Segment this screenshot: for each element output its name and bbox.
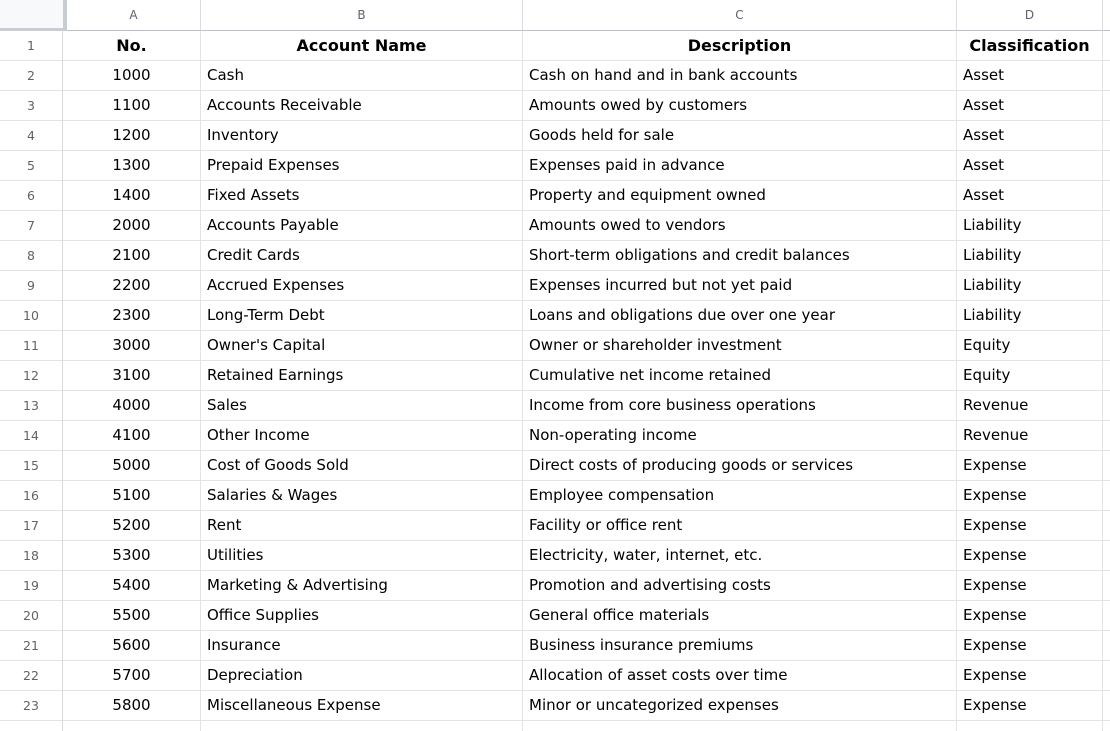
cell-classification[interactable]: Equity <box>957 331 1103 361</box>
row-header[interactable]: 21 <box>0 631 63 661</box>
sheet-row <box>0 61 1110 91</box>
cell-account-name[interactable]: Cash <box>201 61 523 91</box>
sheet-row <box>0 661 1110 691</box>
cell-account-no[interactable]: 2000 <box>63 211 201 241</box>
cell-classification[interactable]: Expense <box>957 601 1103 631</box>
cell-account-name[interactable]: Credit Cards <box>201 241 523 271</box>
cell-account-no[interactable]: 1400 <box>63 181 201 211</box>
cell-classification[interactable] <box>957 721 1103 731</box>
cell-classification[interactable]: Asset <box>957 151 1103 181</box>
cell-classification[interactable]: Revenue <box>957 421 1103 451</box>
cell-account-no[interactable]: 5000 <box>63 451 201 481</box>
cell-description[interactable]: Electricity, water, internet, etc. <box>523 541 957 571</box>
row-header[interactable]: 16 <box>0 481 63 511</box>
cell-overflow[interactable] <box>1103 721 1110 731</box>
cell-account-no[interactable]: 5600 <box>63 631 201 661</box>
sheet-row <box>0 691 1110 721</box>
row-header[interactable]: 3 <box>0 91 63 121</box>
cell-description[interactable]: Business insurance premiums <box>523 631 957 661</box>
cell-account-no[interactable]: 1000 <box>63 61 201 91</box>
cell-account-name[interactable]: Account Name <box>201 31 523 61</box>
cell-classification[interactable]: Expense <box>957 481 1103 511</box>
sheet-row <box>0 541 1110 571</box>
cell-overflow[interactable] <box>1103 91 1110 121</box>
cell-description[interactable]: Cumulative net income retained <box>523 361 957 391</box>
cell-classification[interactable]: Expense <box>957 571 1103 601</box>
column-header-e[interactable] <box>1103 0 1110 31</box>
row-header[interactable]: 20 <box>0 601 63 631</box>
cell-account-name[interactable]: Depreciation <box>201 661 523 691</box>
cell-account-no[interactable]: 5700 <box>63 661 201 691</box>
sheet-row <box>0 391 1110 421</box>
sheet-row <box>0 511 1110 541</box>
row-header[interactable]: 5 <box>0 151 63 181</box>
row-header[interactable]: 4 <box>0 121 63 151</box>
cell-account-no[interactable]: 5200 <box>63 511 201 541</box>
cell-description[interactable]: Income from core business operations <box>523 391 957 421</box>
cell-description[interactable]: Expenses paid in advance <box>523 151 957 181</box>
grid-rows <box>0 31 1110 731</box>
column-header-b[interactable]: B <box>201 0 523 31</box>
cell-classification[interactable]: Liability <box>957 271 1103 301</box>
cell-description[interactable]: Short-term obligations and credit balances <box>523 241 957 271</box>
cell-overflow[interactable] <box>1103 301 1110 331</box>
row-header[interactable]: 12 <box>0 361 63 391</box>
column-header-row <box>0 0 1110 31</box>
cell-overflow[interactable] <box>1103 451 1110 481</box>
sheet-row <box>0 91 1110 121</box>
cell-overflow[interactable] <box>1103 541 1110 571</box>
cell-account-name[interactable]: Prepaid Expenses <box>201 151 523 181</box>
row-header[interactable]: 8 <box>0 241 63 271</box>
cell-account-no[interactable] <box>63 721 201 731</box>
cell-overflow[interactable] <box>1103 121 1110 151</box>
cell-classification[interactable]: Liability <box>957 241 1103 271</box>
row-header[interactable]: 9 <box>0 271 63 301</box>
cell-account-name[interactable]: Rent <box>201 511 523 541</box>
cell-classification[interactable]: Expense <box>957 661 1103 691</box>
row-header[interactable]: 13 <box>0 391 63 421</box>
sheet-row <box>0 631 1110 661</box>
row-header[interactable]: 19 <box>0 571 63 601</box>
sheet-row <box>0 121 1110 151</box>
cell-overflow[interactable] <box>1103 331 1110 361</box>
column-header-d[interactable]: D <box>957 0 1103 31</box>
cell-description[interactable]: Cash on hand and in bank accounts <box>523 61 957 91</box>
cell-overflow[interactable] <box>1103 241 1110 271</box>
cell-classification[interactable]: Expense <box>957 541 1103 571</box>
cell-description[interactable]: Expenses incurred but not yet paid <box>523 271 957 301</box>
cell-account-name[interactable]: Long-Term Debt <box>201 301 523 331</box>
cell-account-name[interactable]: Cost of Goods Sold <box>201 451 523 481</box>
row-header[interactable]: 18 <box>0 541 63 571</box>
cell-account-name[interactable]: Utilities <box>201 541 523 571</box>
cell-overflow[interactable] <box>1103 391 1110 421</box>
cell-account-no[interactable]: No. <box>63 31 201 61</box>
row-header[interactable]: 17 <box>0 511 63 541</box>
cell-overflow[interactable] <box>1103 691 1110 721</box>
cell-description[interactable]: Amounts owed by customers <box>523 91 957 121</box>
cell-account-name[interactable]: Salaries & Wages <box>201 481 523 511</box>
row-header[interactable] <box>0 721 63 731</box>
sheet-row <box>0 601 1110 631</box>
row-header[interactable]: 1 <box>0 31 63 61</box>
cell-account-name[interactable]: Marketing & Advertising <box>201 571 523 601</box>
cell-account-no[interactable]: 4000 <box>63 391 201 421</box>
cell-overflow[interactable] <box>1103 271 1110 301</box>
cell-account-name[interactable] <box>201 721 523 731</box>
cell-description[interactable]: Goods held for sale <box>523 121 957 151</box>
cell-classification[interactable]: Expense <box>957 511 1103 541</box>
cell-account-no[interactable]: 1100 <box>63 91 201 121</box>
cell-description[interactable]: Amounts owed to vendors <box>523 211 957 241</box>
cell-overflow[interactable] <box>1103 31 1110 61</box>
cell-account-name[interactable]: Accounts Receivable <box>201 91 523 121</box>
cell-account-name[interactable]: Fixed Assets <box>201 181 523 211</box>
cell-account-no[interactable]: 2300 <box>63 301 201 331</box>
cell-account-name[interactable]: Accrued Expenses <box>201 271 523 301</box>
sheet-row <box>0 181 1110 211</box>
cell-account-no[interactable]: 2200 <box>63 271 201 301</box>
sheet-row <box>0 451 1110 481</box>
cell-description[interactable]: Promotion and advertising costs <box>523 571 957 601</box>
sheet-row <box>0 241 1110 271</box>
cell-overflow[interactable] <box>1103 511 1110 541</box>
cell-description[interactable]: Allocation of asset costs over time <box>523 661 957 691</box>
cell-description[interactable]: Facility or office rent <box>523 511 957 541</box>
select-all-corner[interactable] <box>0 0 67 31</box>
cell-classification[interactable]: Equity <box>957 361 1103 391</box>
sheet-row <box>0 211 1110 241</box>
cell-description[interactable]: Minor or uncategorized expenses <box>523 691 957 721</box>
cell-account-name[interactable]: Owner's Capital <box>201 331 523 361</box>
sheet-row <box>0 421 1110 451</box>
cell-overflow[interactable] <box>1103 601 1110 631</box>
sheet-row <box>0 721 1110 731</box>
cell-account-no[interactable]: 3000 <box>63 331 201 361</box>
cell-account-no[interactable]: 5500 <box>63 601 201 631</box>
cell-classification[interactable]: Expense <box>957 691 1103 721</box>
cell-account-name[interactable]: Miscellaneous Expense <box>201 691 523 721</box>
cell-description[interactable]: Property and equipment owned <box>523 181 957 211</box>
cell-description[interactable]: Owner or shareholder investment <box>523 331 957 361</box>
cell-account-no[interactable]: 4100 <box>63 421 201 451</box>
cell-classification[interactable]: Expense <box>957 451 1103 481</box>
row-header[interactable]: 2 <box>0 61 63 91</box>
row-header[interactable]: 22 <box>0 661 63 691</box>
cell-account-name[interactable]: Inventory <box>201 121 523 151</box>
cell-classification[interactable]: Liability <box>957 301 1103 331</box>
sheet-row <box>0 271 1110 301</box>
cell-account-no[interactable]: 1300 <box>63 151 201 181</box>
row-header[interactable]: 14 <box>0 421 63 451</box>
cell-description[interactable]: Non-operating income <box>523 421 957 451</box>
cell-account-name[interactable]: Office Supplies <box>201 601 523 631</box>
sheet-row <box>0 301 1110 331</box>
cell-account-name[interactable]: Retained Earnings <box>201 361 523 391</box>
cell-account-no[interactable]: 5400 <box>63 571 201 601</box>
row-header[interactable]: 10 <box>0 301 63 331</box>
cell-account-no[interactable]: 1200 <box>63 121 201 151</box>
column-header-a[interactable]: A <box>67 0 201 31</box>
cell-account-no[interactable]: 5800 <box>63 691 201 721</box>
cell-account-no[interactable]: 5100 <box>63 481 201 511</box>
cell-overflow[interactable] <box>1103 631 1110 661</box>
cell-overflow[interactable] <box>1103 361 1110 391</box>
cell-classification[interactable]: Asset <box>957 61 1103 91</box>
cell-overflow[interactable] <box>1103 61 1110 91</box>
cell-account-name[interactable]: Sales <box>201 391 523 421</box>
cell-classification[interactable]: Expense <box>957 631 1103 661</box>
sheet-row <box>0 361 1110 391</box>
cell-description[interactable]: Description <box>523 31 957 61</box>
row-header[interactable]: 23 <box>0 691 63 721</box>
row-header[interactable]: 15 <box>0 451 63 481</box>
cell-classification[interactable]: Asset <box>957 181 1103 211</box>
cell-account-name[interactable]: Accounts Payable <box>201 211 523 241</box>
cell-description[interactable]: Direct costs of producing goods or services <box>523 451 957 481</box>
cell-overflow[interactable] <box>1103 421 1110 451</box>
cell-account-no[interactable]: 5300 <box>63 541 201 571</box>
cell-description[interactable]: Loans and obligations due over one year <box>523 301 957 331</box>
cell-account-no[interactable]: 3100 <box>63 361 201 391</box>
cell-overflow[interactable] <box>1103 211 1110 241</box>
cell-overflow[interactable] <box>1103 571 1110 601</box>
sheet-row <box>0 481 1110 511</box>
sheet-row <box>0 31 1110 61</box>
cell-description[interactable]: General office materials <box>523 601 957 631</box>
cell-description[interactable]: Employee compensation <box>523 481 957 511</box>
cell-classification[interactable]: Asset <box>957 121 1103 151</box>
cell-description[interactable] <box>523 721 957 731</box>
sheet-row <box>0 151 1110 181</box>
cell-classification[interactable]: Classification <box>957 31 1103 61</box>
sheet-row <box>0 331 1110 361</box>
cell-account-name[interactable]: Insurance <box>201 631 523 661</box>
cell-overflow[interactable] <box>1103 481 1110 511</box>
row-header[interactable]: 6 <box>0 181 63 211</box>
sheet-row <box>0 571 1110 601</box>
row-header[interactable]: 11 <box>0 331 63 361</box>
cell-classification[interactable]: Asset <box>957 91 1103 121</box>
cell-classification[interactable]: Revenue <box>957 391 1103 421</box>
row-header[interactable]: 7 <box>0 211 63 241</box>
cell-account-name[interactable]: Other Income <box>201 421 523 451</box>
cell-overflow[interactable] <box>1103 151 1110 181</box>
cell-overflow[interactable] <box>1103 661 1110 691</box>
column-header-c[interactable]: C <box>523 0 957 31</box>
cell-account-no[interactable]: 2100 <box>63 241 201 271</box>
cell-overflow[interactable] <box>1103 181 1110 211</box>
cell-classification[interactable]: Liability <box>957 211 1103 241</box>
